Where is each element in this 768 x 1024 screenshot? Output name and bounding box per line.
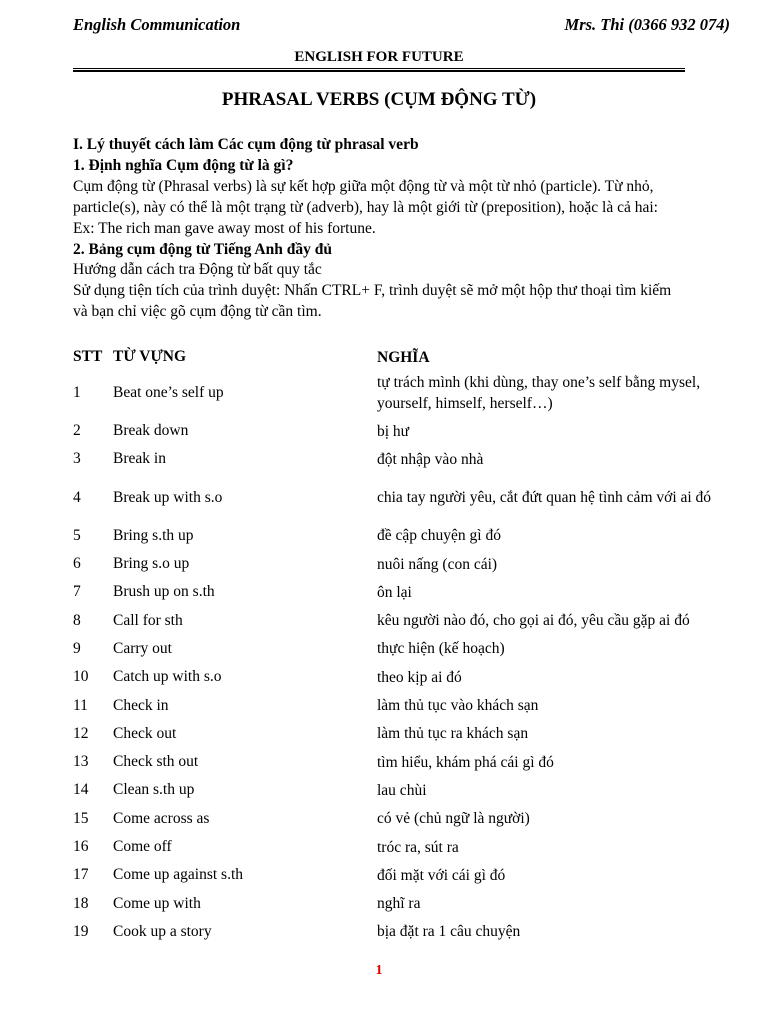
table-row [73,606,733,634]
table-row [73,918,733,946]
meaning: thực hiện (kế hoạch) [377,640,505,658]
meaning: kêu người nào đó, cho gọi ai đó, yêu cầu gặp ai đó [377,612,690,630]
row-number: 19 [73,922,89,940]
header-divider-thin [73,68,685,69]
meaning: bị hư [377,422,410,440]
table-row [73,369,733,417]
table-body [73,369,733,946]
table-row [73,720,733,748]
column-header-word: TỪ VỰNG [113,348,187,365]
table-row [73,691,733,719]
phrasal-verb: Come up with [113,894,201,912]
column-header-stt: STT [73,348,103,365]
phrasal-verb: Clean s.th up [113,781,195,799]
row-number: 11 [73,696,88,714]
row-number: 3 [73,450,81,468]
phrasal-verb: Carry out [113,639,172,657]
meaning: đột nhập vào nhà [377,450,484,468]
phrasal-verb: Call for sth [113,611,183,629]
meaning: chia tay người yêu, cắt đứt quan hệ tình cảm với ai đó [377,489,712,507]
row-number: 9 [73,639,81,657]
phrasal-verb: Check in [113,696,169,714]
row-number: 4 [73,488,81,506]
section2-heading: 2. Bảng cụm động từ Tiếng Anh đầy đủ [73,240,332,258]
definition-heading: 1. Định nghĩa Cụm động từ là gì? [73,156,294,174]
meaning: ôn lại [377,583,412,601]
table-row [73,889,733,917]
page-number: 1 [375,963,383,978]
meaning: theo kịp ai đó [377,668,462,686]
table-row [73,474,733,522]
table-row [73,748,733,776]
meaning: đề cập chuyện gì đó [377,527,501,545]
table-row [73,663,733,691]
phrasal-verb: Check out [113,724,177,742]
phrasal-verb-table [73,345,733,946]
phrasal-verb: Come off [113,838,172,855]
meaning: có vẻ (chủ ngữ là người) [377,810,530,828]
row-number: 13 [73,753,89,771]
meaning: đối mặt với cái gì đó [377,866,506,884]
lookup-instruction: Sử dụng tiện tích của trình duyệt: Nhấn CTRL+ F, trình duyệt sẽ mở một hộp thư thoại tìm kiếm và bạn chỉ việc gõ cụm động từ cần tìm. [73,282,672,321]
phrasal-verb: Break in [113,450,166,468]
row-number: 1 [73,384,81,401]
table-row [73,417,733,445]
meaning: lau chùi [377,781,427,799]
phrasal-verb: Bring s.o up [113,555,190,573]
phrasal-verb: Brush up on s.th [113,583,215,601]
table-row [73,550,733,578]
meaning: tự trách mình (khi dùng, thay one’s self bằng mysel, yourself, himself, herself…) [377,374,701,412]
meaning: nuôi nấng (con cái) [377,555,498,573]
phrasal-verb: Come across as [113,809,210,827]
phrasal-verb: Break up with s.o [113,488,223,506]
row-number: 2 [73,422,81,440]
meaning: nghĩ ra [377,895,421,913]
meaning: tróc ra, sút ra [377,838,459,856]
header-teacher-contact: Mrs. Thi (0366 932 074) [564,15,730,34]
row-number: 5 [73,526,81,544]
meaning: tìm hiểu, khám phá cái gì đó [377,753,554,771]
row-number: 18 [73,894,89,912]
phrasal-verb: Break down [113,422,189,440]
table-row [73,522,733,550]
table-row [73,445,733,473]
phrasal-verb: Catch up with s.o [113,668,222,686]
table-row [73,861,733,889]
row-number: 8 [73,611,81,629]
phrasal-verb: Check sth out [113,753,199,771]
meaning: làm thủ tục vào khách sạn [377,697,539,715]
row-number: 6 [73,555,81,573]
phrasal-verb: Cook up a story [113,922,212,940]
table-header-row [73,345,733,369]
header-course-title: English Communication [73,15,241,34]
row-number: 17 [73,866,89,884]
column-header-meaning: NGHĨA [377,348,430,366]
lookup-guide: Hướng dẫn cách tra Động từ bất quy tắc [73,261,322,279]
table-row [73,578,733,606]
definition-paragraph: Cụm động từ (Phrasal verbs) là sự kết hợp giữa một động từ và một từ nhỏ (particle). Từ nhỏ, particle(s), này có thể là một trạng từ (adverb), hay là một giới từ (preposition), hoặc là cả hai: [73,177,658,216]
intro-text [73,135,683,323]
row-number: 7 [73,583,81,601]
table-row [73,776,733,804]
header-divider-thick [73,70,685,72]
phrasal-verb: Come up against s.th [113,866,244,884]
phrasal-verb: Beat one’s self up [113,384,224,401]
table-row [73,635,733,663]
row-number: 16 [73,838,89,855]
banner-heading: ENGLISH FOR FUTURE [294,49,464,65]
section1-heading: I. Lý thuyết cách làm Các cụm động từ phrasal verb [73,136,419,153]
meaning: bịa đặt ra 1 câu chuyện [377,923,521,941]
meaning: làm thủ tục ra khách sạn [377,725,529,743]
table-row [73,833,733,861]
example-sentence: Ex: The rich man gave away most of his fortune. [73,219,376,237]
row-number: 15 [73,809,89,827]
row-number: 12 [73,724,89,742]
table-row [73,805,733,833]
row-number: 10 [73,668,89,686]
page-title: PHRASAL VERBS (CỤM ĐỘNG TỪ) [221,89,537,110]
row-number: 14 [73,781,89,799]
phrasal-verb: Bring s.th up [113,526,194,544]
